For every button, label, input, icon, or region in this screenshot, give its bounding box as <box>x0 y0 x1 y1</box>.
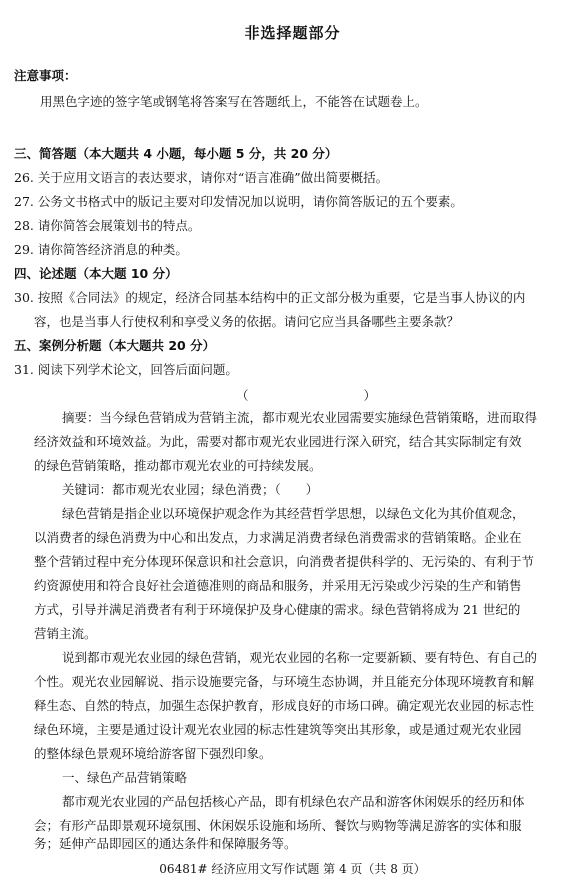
question-28: 28. 请你简答会展策划书的特点。 <box>14 218 201 233</box>
notice-text: 用黑色字迹的签字笔或钢笔将答案写在答题纸上，不能答在试题卷上。 <box>40 94 428 109</box>
subheading-green-product: 一、绿色产品营销策略 <box>62 770 188 785</box>
abstract-line-1: 摘要：当今绿色营销成为营销主流，都市观光农业园需要实施绿色营销策略，进而取得 <box>62 410 538 425</box>
section-4-heading: 四、论述题（本大题 10 分） <box>14 266 178 281</box>
para-green-marketing-line-2: 以消费者的绿色消费为中心和出发点，力求满足消费者绿色消费需求的营销策略。企业在 <box>34 530 522 545</box>
question-30-line-1: 30. 按照《合同法》的规定，经济合同基本结构中的正文部分极为重要，它是当事人协议的内 <box>14 290 526 305</box>
abstract-line-2: 经济效益和环境效益。为此，需要对都市观光农业园进行深入研究，结合其实际制定有效 <box>34 434 522 449</box>
section-5-heading: 五、案例分析题（本大题共 20 分） <box>14 338 216 353</box>
page-title: 非选择题部分 <box>244 24 341 42</box>
abstract-line-3: 的绿色营销策略，推动都市观光农业的可持续发展。 <box>34 458 322 473</box>
question-29: 29. 请你简答经济消息的种类。 <box>14 242 188 257</box>
para-park-line-1: 说到都市观光农业园的绿色营销，观光农业园的名称一定要新颖、要有特色、有自己的 <box>62 650 538 665</box>
paper-title-blank <box>236 386 376 404</box>
paren-left: （ <box>236 388 249 403</box>
notice-heading: 注意事项： <box>14 68 77 83</box>
keywords-line: 关键词：都市观光农业园；绿色消费；（ ） <box>62 482 319 497</box>
para-green-marketing-line-1: 绿色营销是指企业以环境保护观念作为其经营哲学思想，以绿色文化为其价值观念， <box>62 506 525 521</box>
para-product-line-1: 都市观光农业园的产品包括核心产品，即有机绿色农产品和游客休闲娱乐的经历和体 <box>62 794 525 809</box>
para-green-marketing-line-3: 整个营销过程中充分体现环保意识和社会意识，向消费者提供科学的、无污染的、有利于节 <box>34 554 535 569</box>
para-park-line-2: 个性。观光农业园解说、指示设施要完备，与环境生态协调，并且能充分体现环境教育和解 <box>34 674 535 689</box>
paren-right: ） <box>363 388 376 403</box>
question-30-line-2: 容，也是当事人行使权利和享受义务的依据。请问它应当具备哪些主要条款？ <box>34 314 460 329</box>
para-park-line-4: 绿色环境，主要是通过设计观光农业园的标志性建筑等突出其形象，或是通过观光农业园 <box>34 722 522 737</box>
para-green-marketing-line-4: 约资源使用和符合良好社会道德准则的商品和服务，并采用无污染或少污染的生产和销售 <box>34 578 522 593</box>
section-3-heading: 三、简答题（本大题共 4 小题，每小题 5 分，共 20 分） <box>14 146 338 161</box>
para-product-line-2: 会；有形产品即景观环境氛围、休闲娱乐设施和场所、餐饮与购物等满足游客的实体和服 <box>34 818 522 833</box>
para-product-line-3: 务；延伸产品即园区的通达条件和保障服务等。 <box>34 836 297 851</box>
question-27: 27. 公务文书格式中的版记主要对印发情况加以说明，请你简答版记的五个要素。 <box>14 194 463 209</box>
page-footer: 06481# 经济应用文写作试题 第 4 页（共 8 页） <box>159 862 426 876</box>
para-park-line-3: 释生态、自然的特点，加强生态保护教育，形成良好的市场口碑。确定观光农业园的标志性 <box>34 698 535 713</box>
question-26: 26. 关于应用文语言的表达要求，请你对“语言准确”做出简要概括。 <box>14 170 389 185</box>
para-green-marketing-line-5: 方式，引导并满足消费者有利于环境保护及身心健康的需求。绿色营销将成为 21 世纪的 <box>34 602 521 617</box>
para-park-line-5: 的整体绿色景观环境给游客留下强烈印象。 <box>34 746 272 761</box>
question-31: 31. 阅读下列学术论文，回答后面问题。 <box>14 362 238 377</box>
para-green-marketing-line-6: 营销主流。 <box>34 626 97 641</box>
